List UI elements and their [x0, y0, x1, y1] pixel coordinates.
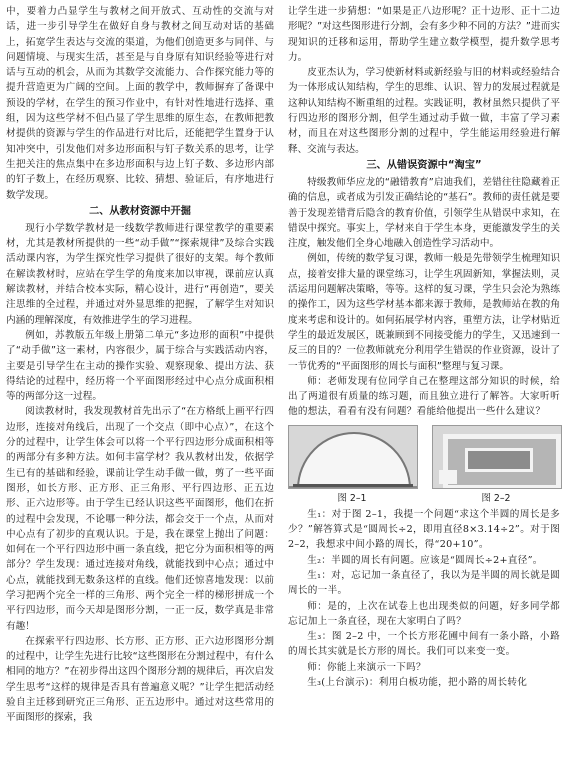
paragraph: 例如，苏教版五年级上册第二单元“多边形的面积”中提供了“动手做”这一素材，内容很少，属于综合与实践活动内容，主要是引导学生在主动的操作实验、观察现象、提出方法、获得结论的过程中，经历将一个平面图形经过中心点分成面积相等的两部分这一过程。	[6, 329, 274, 403]
paragraph: 现行小学数学教材是一线数学教师进行课堂教学的重要素材，尤其是教材所提供的一些“动手做”“探索规律”及综合实践活动课内容，为学生探究性学习提供了很好的支架。每个教师在解读教材时，应站在学生学的角度来加以审视，课前应认真解读教材，并结合校本实际，精心设计，进行“再创造”，要关注思维的全过程，并通过对外显思维的把握，了解学生对知识内涵的理解深度，有效推进学生的学习进程。	[6, 222, 274, 326]
paragraph: 在探索平行四边形、长方形、正方形、正六边形图形分割的过程中，让学生先进行比较“这些图形在分割过程中，有什么相同的地方？”在初步得出这四个图形分割的规律后，再次启发学生思考“这样的规律是否具有普遍意义呢？”让学生把活动经验自主迁移到研究正三角形、正五边形中。通过对这些常用的平面图形的探索，我	[6, 635, 274, 724]
dialogue-line: 师：是的，上次在试卷上也出现类似的问题，好多同学都忘记加上一条直径，现在大家明白了吗？	[288, 600, 560, 627]
dialogue-line: 生₁：对，忘记加一条直径了，我以为是半圆的周长就是圆周长的一半。	[288, 569, 560, 597]
diameter-line	[293, 484, 413, 487]
path-entrance	[439, 470, 457, 484]
section-heading: 三、从错误资源中“淘宝”	[366, 159, 482, 171]
figure-row	[288, 425, 560, 505]
figure-2-2	[432, 425, 560, 505]
paragraph: 阅读教材时，我发现教材首先出示了“在方格纸上画平行四边形，连接对角线后，出现了一个交点（即中心点）”，在这个分的过程中，让学生体会可以将一个平行四边形分成面积相等的两部分有多种方法。如何丰富学材？我从教材出发，依据学生已有的基础和经验，课前让学生动手做一做，剪了一些平面图形，如长方形、正方形、正三角形、平行四边形、正五边形、正六边形等。由于学生已经认识这些平面图形，他们在折的过程中会发现，不论哪一种分法，都会交于一个点，从而对中心点有了初步的直观认识。于是，我在课堂上抛出了问题：如何在一个平行四边形中画一条直线，把它分为面积相等的两部分？学生发现：通过连接对角线，就能找到中心点；通过中心点，就能找到无数条这样的直线。他们还惊喜地发现：以前学习把两个完全一样的三角形、两个完全一样的梯形拼成一个平行四边形，而今天却是图形分割，一正一反，数学真是非常有趣！	[6, 406, 274, 632]
dialogue-line: 生₁：对于图 2–1，我提一个问题“求这个半圆的周长是多少？”解答算式是“圆周长÷2，即用直径8×3.14÷2”。对于图 2–2，我想求中间小路的周长，得“20+10”。	[288, 508, 560, 551]
dialogue-line: 生₃(上台演示)：利用白板功能，把小路的周长转化	[307, 676, 528, 688]
semicircle-shape	[297, 432, 411, 489]
dialogue-line: 生₂：半圆的周长有问题。应该是“圆周长÷2+直径”。	[307, 554, 543, 566]
paragraph: 中，要着力凸显学生与教材之间开放式、互动性的交流与对话，进一步引导学生在做好自身与教材之间互动对话的基础上，拓宽学生表达与交流的渠道，为他们创造更多与同伴、与问题情境、与现实生活，甚至是与自身原有知识经验等进行对话与互动的机会，从而为其数学交流能力、合作探究能力等的提升营造更为广阔的空间。上面的教学中，教师摒弃了备课中预设的学材，在学生的预习作业中，有针对性地进行选择、重组，因为这些学材不但凸显了学生思维的原生态，在教师把教材提供的资源与学生的作品进行对比后，还能把学生置身于认知冲突中，引发他们对多边形面积与钉子数关系的思考，让学生把关注的焦点集中在多边形面积与边上钉子数、多边形内部的钉子数上，在经历观察、比较、猜想、验证后，有序地进行数学发现。	[6, 6, 274, 201]
figure-2-1	[288, 425, 416, 505]
dialogue-line: 师：你能上来演示一下吗？	[307, 661, 426, 673]
paragraph: 皮亚杰认为，学习使新材料或新经验与旧的材料或经验结合为一体形成认知结构，学生的思维、认识、智力的发展过程就是这种认知结构不断重组的过程。实践证明，教材虽然只提供了平行四边形的图形分割，但学生通过动手做一做，丰富了学习素材，而且在对这些图形分割的过程中，学生能运用经验进行解释、交流与表达。	[288, 67, 560, 155]
dialogue-line: 生₃：图 2–2 中，一个长方形花圃中间有一条小路，小路的周长其实就是长方形的周长。我们可以来变一变。	[288, 631, 560, 658]
paragraph: 例如，传统的数学复习课，教师一般是先带领学生梳理知识点，接着安排大量的课堂练习，让学生巩固新知，掌握法则，灵活运用问题解决策略，等等。这样的复习课，学生只会沦为熟练的操作工，因为这些学材基本都来源于教师，是教师站在教的角度来考虑和设计的。如何拓展学材内容，重塑方法，让学材贴近学生的最近发展区，既兼顾到不同接受能力的学生，又迅速到一反三的目的？一位教师就充分利用学生错误的作业资源，设计了一节优秀的“平面图形的周长与面积”整理与复习课。	[288, 253, 560, 372]
paragraph: 让学生进一步猜想：“如果是正八边形呢？正十边形、正十二边形呢？”对这些图形进行分割，会有多少种不同的方法？”进而实现知识的迁移和运用，帮助学生建立数学模型，提升数学思考力。	[288, 6, 560, 63]
semicircle-photo	[288, 425, 418, 489]
figure-caption: 图 2–1	[337, 492, 367, 504]
right-column	[288, 4, 560, 690]
figure-caption: 图 2–2	[481, 492, 511, 504]
dialogue-block	[288, 507, 560, 691]
dialogue-block	[288, 374, 560, 420]
inner-bed	[465, 448, 533, 472]
section-heading: 二、从教材资源中开掘	[89, 205, 191, 217]
garden-path-photo	[432, 425, 562, 489]
dialogue-line: 师：老师发现有位同学自己在整理这部分知识的时候，给出了两道很有质量的练习题，而且独立进行了解答。大家听听他的想法，看看有没有问题？看能给他提出一些什么建议？	[288, 375, 560, 418]
paragraph: 特级教师华应龙的“融错教育”启迪我们，差错往往隐藏着正确的信息，或者成为引发正确结论的“基石”。教师的责任就是要善于发现差错背后隐含的教育价值，引领学生从错误中求知，在错误中探究。事实上，学材来自于学生本身，更能激发学生的关注度，触发他们全身心地融入创造性学习活动中。	[288, 176, 560, 250]
left-column	[6, 4, 274, 726]
